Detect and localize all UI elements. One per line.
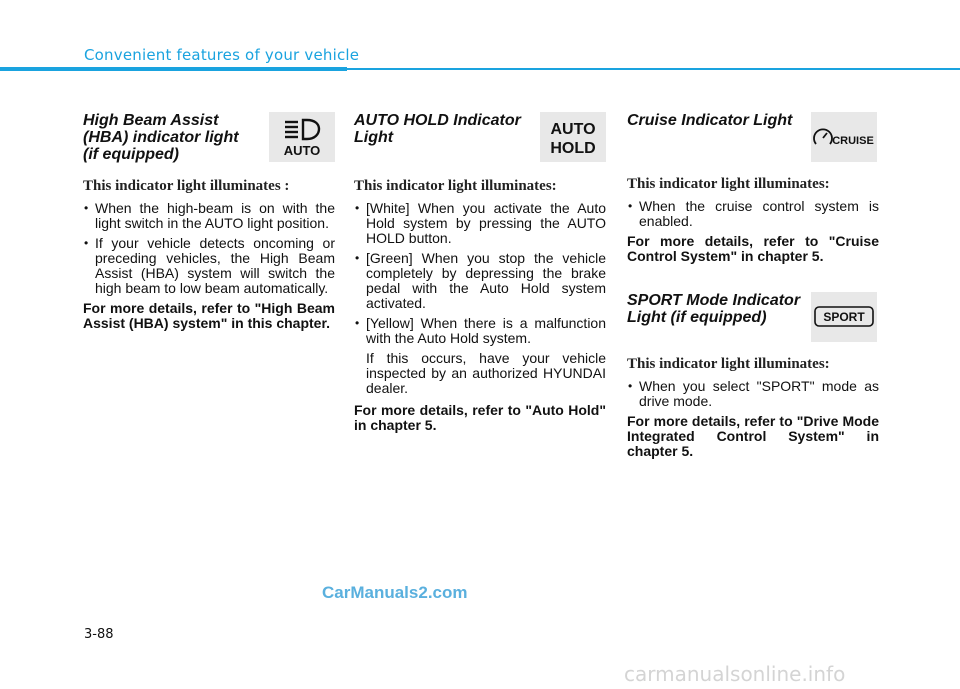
cruise-icon [812, 122, 876, 152]
cruise-bullet-list [627, 199, 879, 229]
list-item: • When the cruise control system is enabled. [627, 199, 879, 229]
section-autohold [354, 112, 606, 433]
hba-heading [83, 112, 335, 170]
list-item: • [Yellow] When there is a malfunction with the Auto Hold system. [354, 316, 606, 346]
autohold-icon-line: AUTO [550, 121, 596, 138]
sport-icon [813, 304, 875, 330]
hba-title [83, 112, 261, 163]
autohold-title-line: Light [354, 129, 394, 146]
sport-title-line: Light (if equipped) [627, 309, 767, 326]
autohold-more-details: For more details, refer to "Auto Hold" in chapter 5. [354, 402, 606, 433]
high-beam-auto-icon [274, 115, 330, 159]
sport-title-line: SPORT Mode Indicator [627, 292, 801, 309]
sport-more-details: For more details, refer to "Drive Mode Integrated Control System" in chapter 5. [627, 413, 879, 459]
autohold-lead: This indicator light illuminates: [354, 178, 557, 194]
hba-lead: This indicator light illuminates : [83, 178, 290, 194]
cruise-more-details: For more details, refer to "Cruise Control System" in chapter 5. [627, 233, 879, 264]
watermark-bottom: carmanualsonline.info [624, 662, 846, 686]
sport-heading [627, 292, 879, 348]
sport-lead: This indicator light illuminates: [627, 356, 830, 372]
list-item: • [White] When you activate the Auto Hold system by pressing the AUTO HOLD button. [354, 201, 606, 246]
hba-more-details: For more details, refer to "High Beam Assist (HBA) system" in this chapter. [83, 300, 335, 331]
autohold-note: If this occurs, have your vehicle inspected by an authorized HYUNDAI dealer. [366, 350, 606, 396]
hba-title-line: (if equipped) [83, 146, 179, 163]
sport-title [627, 292, 805, 326]
watermark-top: CarManuals2.com [322, 583, 468, 602]
autohold-indicator-icon [540, 112, 606, 162]
sport-indicator-icon [811, 292, 877, 342]
cruise-title: Cruise Indicator Light [627, 112, 793, 129]
autohold-icon-line: HOLD [550, 140, 596, 157]
hba-title-line: (HBA) indicator light [83, 129, 239, 146]
hba-bullet-list [83, 201, 335, 296]
section-hba [83, 112, 335, 331]
header-title: Convenient features of your vehicle [84, 46, 360, 64]
sport-bullet-list [627, 379, 879, 409]
autohold-title-line: AUTO HOLD Indicator [354, 112, 521, 129]
header-rule-thin [347, 68, 960, 70]
header-rule [0, 67, 347, 71]
cruise-icon-label: CRUISE [832, 135, 874, 147]
page-number: 3-88 [84, 627, 114, 642]
cruise-indicator-icon [811, 112, 877, 162]
sport-icon-label: SPORT [823, 310, 865, 324]
list-item: • When you select "SPORT" mode as drive mode. [627, 379, 879, 409]
list-item: • If your vehicle detects oncoming or preceding vehicles, the High Beam Assist (HBA) system will switch the high beam to low beam automatically. [83, 236, 335, 296]
cruise-heading [627, 112, 879, 168]
hba-icon-label: AUTO [283, 143, 321, 158]
autohold-title [354, 112, 532, 146]
list-item: • When the high-beam is on with the light switch in the AUTO light position. [83, 201, 335, 231]
section-cruise [627, 112, 879, 459]
list-item: • [Green] When you stop the vehicle completely by depressing the brake pedal with the Auto Hold system activated. [354, 251, 606, 311]
hba-indicator-icon [269, 112, 335, 162]
autohold-bullet-list [354, 201, 606, 346]
autohold-heading [354, 112, 606, 170]
cruise-lead: This indicator light illuminates: [627, 176, 830, 192]
auto-hold-icon [543, 115, 603, 159]
hba-title-line: High Beam Assist [83, 112, 219, 129]
